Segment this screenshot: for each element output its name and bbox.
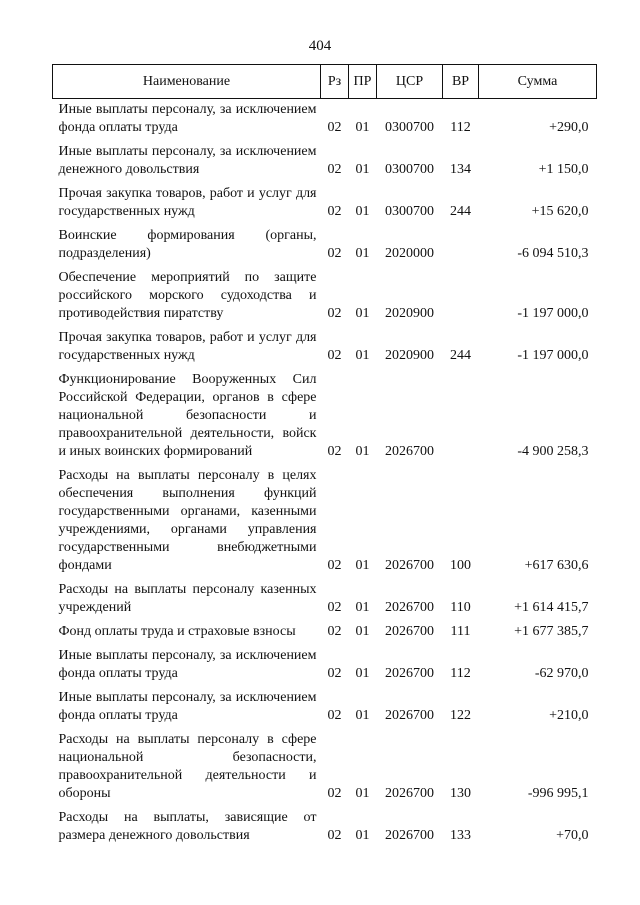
row-name: Расходы на выплаты, зависящие от размера денежного довольствия	[58, 810, 317, 843]
row-rz: 02	[327, 162, 342, 177]
row-name: Расходы на выплаты персоналу в сфере национальной безопасности, правоохранительной деятельности и обороны	[58, 732, 317, 801]
row-pr: 01	[355, 444, 370, 459]
row-pr: 01	[355, 204, 370, 219]
row-pr: 01	[355, 162, 370, 177]
row-vr: 244	[450, 204, 471, 219]
row-name: Функционирование Вооруженных Сил Российской Федерации, органов в сфере национальной безопасности и правоохранительной деятельности, войск и иных воинских формирований	[58, 372, 317, 459]
table-row	[53, 729, 597, 807]
row-csr: 2026700	[385, 624, 434, 639]
row-csr: 2026700	[385, 666, 434, 681]
row-name: Расходы на выплаты персоналу казенных учреждений	[58, 582, 317, 615]
row-sum: +15 620,0	[531, 204, 589, 219]
table-row	[53, 141, 597, 183]
row-vr: 100	[450, 558, 471, 573]
row-sum: +1 614 415,7	[514, 600, 589, 615]
row-sum: +1 150,0	[538, 162, 589, 177]
row-rz: 02	[327, 600, 342, 615]
row-vr: 244	[450, 348, 471, 363]
row-name: Воинские формирования (органы, подразделения)	[58, 228, 317, 261]
row-sum: +70,0	[556, 828, 589, 843]
row-name: Прочая закупка товаров, работ и услуг для государственных нужд	[58, 186, 317, 219]
row-pr: 01	[355, 828, 370, 843]
table-row	[53, 99, 597, 142]
row-vr: 111	[450, 624, 471, 639]
row-csr: 2020900	[385, 348, 434, 363]
table-row	[53, 267, 597, 327]
row-rz: 02	[327, 204, 342, 219]
row-rz: 02	[327, 558, 342, 573]
row-sum: -6 094 510,3	[517, 246, 589, 261]
row-pr: 01	[355, 306, 370, 321]
table-row	[53, 327, 597, 369]
row-name: Расходы на выплаты персоналу в целях обеспечения выполнения функций государственными органами, казенными учреждениями, органами управления государственными внебюджетными фондами	[58, 468, 317, 573]
table-row	[53, 621, 597, 645]
row-rz: 02	[327, 666, 342, 681]
row-pr: 01	[355, 624, 370, 639]
row-rz: 02	[327, 306, 342, 321]
row-csr: 2026700	[385, 786, 434, 801]
row-vr: 130	[450, 786, 471, 801]
row-pr: 01	[355, 348, 370, 363]
header-sum: Сумма	[479, 65, 597, 99]
row-pr: 01	[355, 120, 370, 135]
row-csr: 0300700	[385, 204, 434, 219]
row-sum: -996 995,1	[527, 786, 589, 801]
row-pr: 01	[355, 246, 370, 261]
row-csr: 2026700	[385, 444, 434, 459]
row-name: Иные выплаты персоналу, за исключением фонда оплаты труда	[58, 102, 317, 135]
row-pr: 01	[355, 708, 370, 723]
row-csr: 0300700	[385, 120, 434, 135]
table-row	[53, 183, 597, 225]
row-rz: 02	[327, 624, 342, 639]
row-name: Иные выплаты персоналу, за исключением фонда оплаты труда	[58, 648, 317, 681]
table-row	[53, 687, 597, 729]
row-name: Обеспечение мероприятий по защите российского морского судоходства и противодействия пиратству	[58, 270, 317, 321]
row-rz: 02	[327, 786, 342, 801]
row-pr: 01	[355, 558, 370, 573]
row-csr: 2026700	[385, 708, 434, 723]
table-row	[53, 369, 597, 465]
row-rz: 02	[327, 708, 342, 723]
row-sum: -4 900 258,3	[517, 444, 589, 459]
row-csr: 2020000	[385, 246, 434, 261]
row-sum: +290,0	[549, 120, 589, 135]
row-vr: 112	[450, 666, 471, 681]
row-vr	[443, 225, 479, 267]
row-vr	[443, 369, 479, 465]
row-name: Иные выплаты персоналу, за исключением фонда оплаты труда	[58, 690, 317, 723]
row-sum: +1 677 385,7	[514, 624, 589, 639]
row-sum: -1 197 000,0	[517, 348, 589, 363]
header-csr: ЦСР	[377, 65, 443, 99]
row-pr: 01	[355, 600, 370, 615]
row-rz: 02	[327, 348, 342, 363]
row-sum: +210,0	[549, 708, 589, 723]
row-pr: 01	[355, 786, 370, 801]
table-row	[53, 225, 597, 267]
table-row	[53, 645, 597, 687]
row-rz: 02	[327, 828, 342, 843]
header-rz: Рз	[321, 65, 349, 99]
table-row	[53, 807, 597, 849]
table-row	[53, 465, 597, 579]
row-sum: -1 197 000,0	[517, 306, 589, 321]
header-name: Наименование	[53, 65, 321, 99]
row-name: Иные выплаты персоналу, за исключением денежного довольствия	[58, 144, 317, 177]
row-sum: +617 630,6	[524, 558, 589, 573]
table-header-row	[53, 65, 597, 99]
row-csr: 2020900	[385, 306, 434, 321]
header-vr: ВР	[443, 65, 479, 99]
row-vr: 122	[450, 708, 471, 723]
row-csr: 2026700	[385, 558, 434, 573]
row-vr: 134	[450, 162, 471, 177]
row-rz: 02	[327, 120, 342, 135]
row-vr: 112	[450, 120, 471, 135]
row-sum: -62 970,0	[534, 666, 589, 681]
row-rz: 02	[327, 444, 342, 459]
row-vr: 110	[450, 600, 471, 615]
header-pr: ПР	[349, 65, 377, 99]
row-pr: 01	[355, 666, 370, 681]
row-rz: 02	[327, 246, 342, 261]
row-name: Прочая закупка товаров, работ и услуг для государственных нужд	[58, 330, 317, 363]
row-csr: 2026700	[385, 600, 434, 615]
page-number: 404	[308, 38, 332, 54]
row-vr: 133	[450, 828, 471, 843]
budget-table	[52, 64, 597, 849]
row-csr: 2026700	[385, 828, 434, 843]
row-name: Фонд оплаты труда и страховые взносы	[58, 624, 296, 639]
row-vr	[443, 267, 479, 327]
table-row	[53, 579, 597, 621]
row-csr: 0300700	[385, 162, 434, 177]
